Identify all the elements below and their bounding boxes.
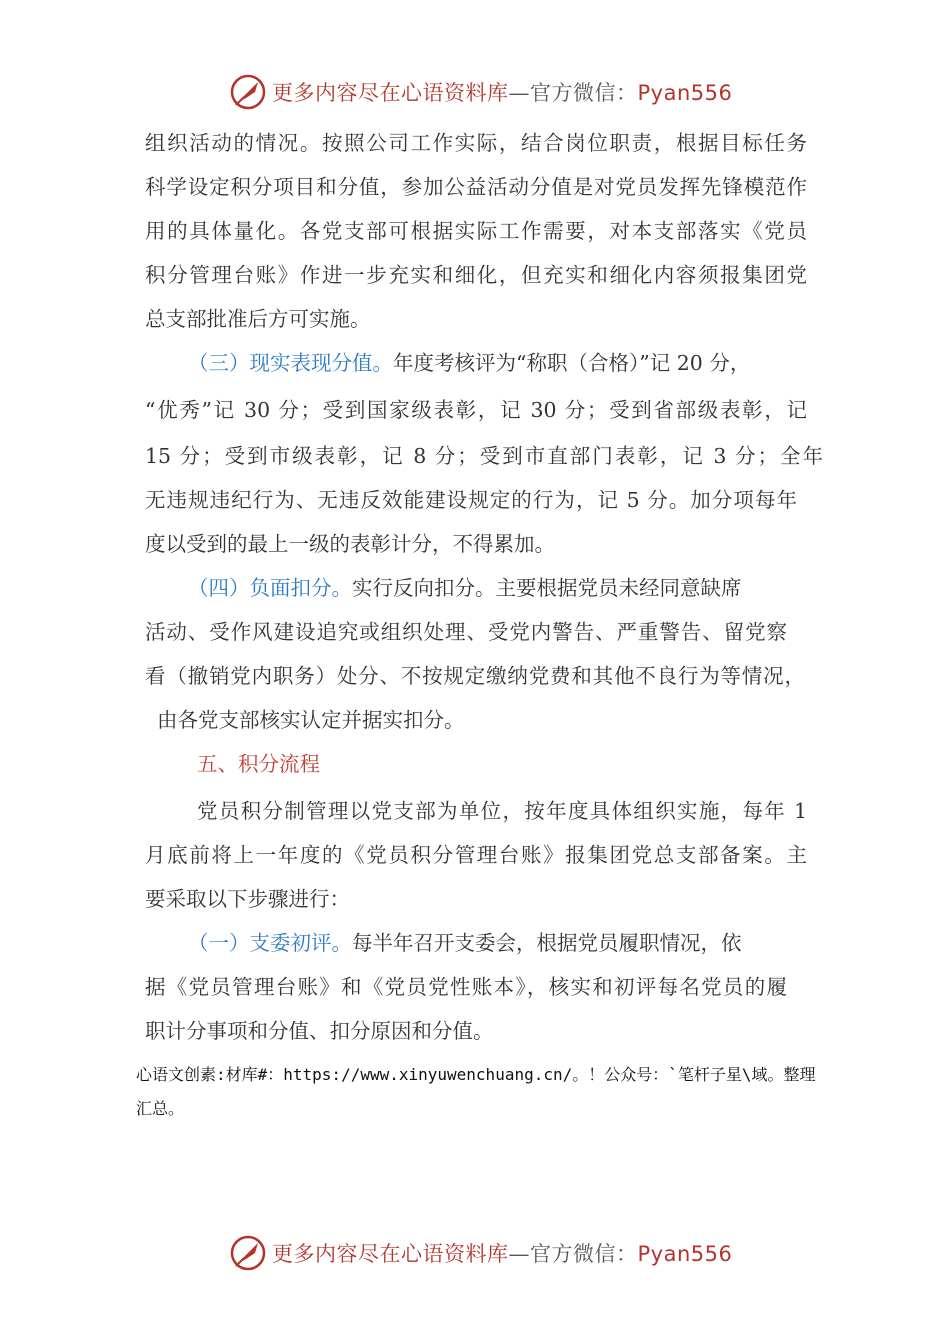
- text-line: 科学设定积分项目和分值，参加公益活动分值是对党员发挥先锋模范作: [145, 175, 807, 199]
- text-line: 度以受到的最上一级的表彰计分，不得累加。: [145, 532, 555, 556]
- banner-text: [272, 77, 732, 107]
- subsection-heading: （四）负面扣分。: [188, 576, 352, 600]
- banner-wechat-label: 官方微信：: [530, 81, 638, 105]
- text-line: 看（撤销党内职务）处分、不按规定缴纳党费和其他不良行为等情况，: [145, 664, 805, 688]
- text-line: 组织活动的情况。按照公司工作实际，结合岗位职责，根据目标任务: [145, 131, 807, 155]
- text-line: 党员积分制管理以党支部为单位，按年度具体组织实施，每年 1: [197, 799, 807, 823]
- banner-wechat-label: 官方微信：: [530, 1242, 638, 1266]
- paragraph-first-line: （四）负面扣分。实行反向扣分。主要根据党员未经同意缺席: [188, 576, 742, 600]
- text-line: 据《党员管理台账》和《党员党性账本》，核实和初评每名党员的履: [145, 975, 787, 999]
- text-line: 无违规违纪行为、无违反效能建设规定的行为，记 5 分。加分项每年: [145, 488, 797, 512]
- section-heading: 五、积分流程: [197, 752, 320, 776]
- footer-banner: [228, 1233, 732, 1273]
- source-note: 汇总。: [136, 1099, 185, 1118]
- banner-wechat-id: Pyan556: [637, 1242, 733, 1266]
- text-line: 职计分事项和分值、扣分原因和分值。: [145, 1019, 494, 1043]
- source-note: 心语文创素:材库#：https://www.xinyuwenchuang.cn/。！公众号：`笔杆子星\域。整理: [136, 1065, 816, 1084]
- banner-separator: —: [508, 1242, 530, 1266]
- text-line: 要采取以下步骤进行：: [145, 887, 350, 911]
- header-banner: [228, 72, 732, 112]
- text-line: 总支部批准后方可实施。: [145, 307, 371, 331]
- subsection-heading: （三）现实表现分值。: [188, 351, 393, 375]
- paragraph-first-line: （一）支委初评。每半年召开支委会，根据党员履职情况，依: [188, 931, 742, 955]
- text-line: “优秀”记 30 分；受到国家级表彰，记 30 分；受到省部级表彰，记: [145, 398, 807, 422]
- quill-logo-icon: [228, 72, 268, 112]
- banner-brand: 更多内容尽在心语资料库: [272, 1242, 509, 1266]
- paragraph-first-line: （三）现实表现分值。年度考核评为“称职（合格）”记 20 分，: [188, 351, 751, 375]
- quill-logo-icon: [228, 1233, 268, 1273]
- text-line: 月底前将上一年度的《党员积分管理台账》报集团党总支部备案。主: [145, 843, 807, 867]
- banner-text: [272, 1238, 732, 1268]
- banner-wechat-id: Pyan556: [637, 81, 733, 105]
- banner-brand: 更多内容尽在心语资料库: [272, 81, 509, 105]
- text-line: 积分管理台账》作进一步充实和细化，但充实和细化内容须报集团党: [145, 263, 807, 287]
- text-line: 活动、受作风建设追究或组织处理、受党内警告、严重警告、留党察: [145, 620, 787, 644]
- text-line: 用的具体量化。各党支部可根据实际工作需要，对本支部落实《党员: [145, 219, 807, 243]
- subsection-heading: （一）支委初评。: [188, 931, 352, 955]
- banner-separator: —: [508, 81, 530, 105]
- text-line: 由各党支部核实认定并据实扣分。: [157, 708, 465, 732]
- text-line: 15 分；受到市级表彰，记 8 分；受到市直部门表彰，记 3 分；全年: [145, 444, 823, 468]
